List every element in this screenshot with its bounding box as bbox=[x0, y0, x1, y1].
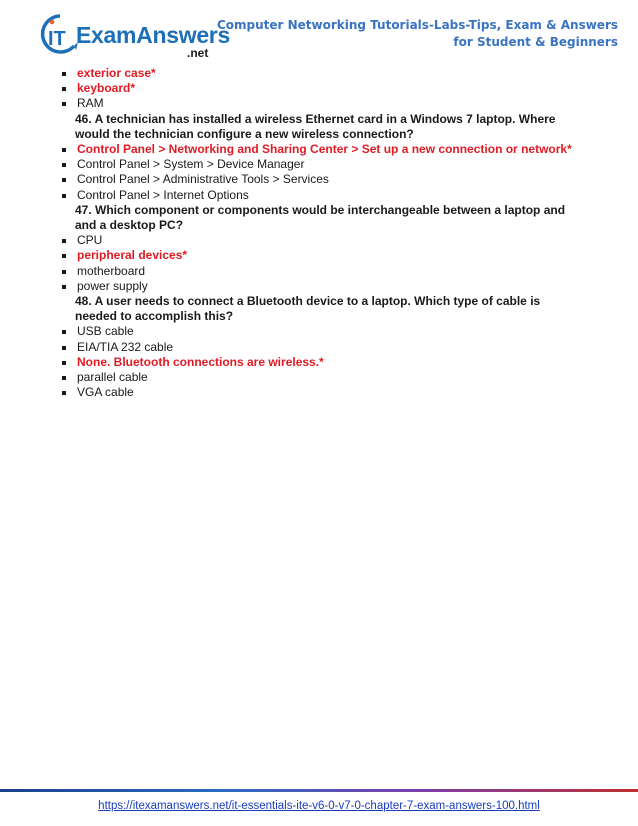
answer-item: Control Panel > Administrative Tools > Services bbox=[60, 172, 580, 187]
correct-answer-item: None. Bluetooth connections are wireless.* bbox=[60, 355, 580, 370]
answer-item: Control Panel > System > Device Manager bbox=[60, 157, 580, 172]
logo-it-badge-icon bbox=[40, 12, 80, 58]
question-text: 46. A technician has installed a wireless Ethernet card in a Windows 7 laptop. Where would the technician configure a new wireless connection? bbox=[75, 111, 556, 141]
answer-item: motherboard bbox=[60, 264, 580, 279]
question-text: 48. A user needs to connect a Bluetooth device to a laptop. Which type of cable is needed to accomplish this? bbox=[75, 294, 541, 324]
correct-answer-item: Control Panel > Networking and Sharing Center > Set up a new connection or network* bbox=[60, 142, 580, 157]
correct-answer-item: peripheral devices* bbox=[60, 248, 580, 263]
footer-divider bbox=[0, 789, 638, 792]
answer-item: RAM bbox=[60, 96, 580, 111]
logo-net: .net bbox=[187, 46, 209, 60]
logo-it-text: IT bbox=[48, 28, 66, 50]
answer-item: parallel cable bbox=[60, 370, 580, 385]
answer-item: EIA/TIA 232 cable bbox=[60, 340, 580, 355]
correct-answer-item: keyboard* bbox=[60, 81, 580, 96]
footer-source-link[interactable]: https://itexamanswers.net/it-essentials-ite-v6-0-v7-0-chapter-7-exam-answers-100.html bbox=[98, 800, 540, 812]
answer-item: Control Panel > Internet Options bbox=[60, 188, 580, 203]
answer-item: CPU bbox=[60, 233, 580, 248]
answer-item: VGA cable bbox=[60, 385, 580, 400]
tagline-line-2: for Student & Beginners bbox=[453, 35, 618, 49]
answer-item: power supply bbox=[60, 279, 580, 294]
correct-answer-item: exterior case* bbox=[60, 66, 580, 81]
answer-item: USB cable bbox=[60, 324, 580, 339]
page-header bbox=[0, 0, 638, 64]
tagline-line-1: Computer Networking Tutorials-Labs-Tips, Exam & Answers bbox=[216, 18, 618, 32]
question-text: 47. Which component or components would be interchangeable between a laptop and and a desktop PC? bbox=[75, 202, 566, 233]
exam-content bbox=[60, 66, 580, 400]
site-logo[interactable] bbox=[40, 12, 230, 60]
site-tagline bbox=[217, 17, 618, 51]
logo-brand: ExamAnswers bbox=[76, 22, 230, 48]
